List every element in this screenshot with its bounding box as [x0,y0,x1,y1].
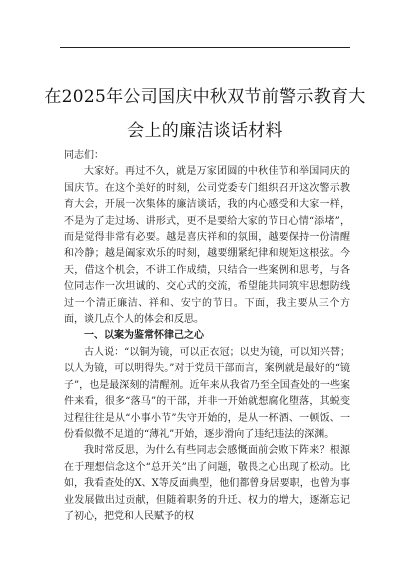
paragraph-section1-1: 古人说：“以铜为镜，可以正衣冠；以史为镜，可以知兴替；以人为镜，可以明得失。”对于党员干部而言，案例就是最好的“镜子”，也是最深刻的清醒剂。近年来从我省乃至全国查处的一些案件来看，很多“落马”的干部，并非一开始就想腐化堕落，其蜕变过程往往是从“小事小节”失守开始的，是从一杯酒、一顿饭、一份看似微不足道的“薄礼”开始，逐步滑向了违纪违法的深渊。 [64,346,350,440]
document-title [40,80,370,148]
title-line-2: 会上的廉洁谈话材料 [127,121,283,141]
paragraph-intro: 大家好。再过不久，就是万家团圆的中秋佳节和举国同庆的国庆节。在这个美好的时刻，公司党委专门组织召开这次警示教育大会，开展一次集体的廉洁谈话，我的内心感受和大家一样，不是为了走过场、讲形式，更不是要给大家的节日心情“添堵”，而是觉得非常有必要。越是喜庆祥和的氛围，越要保持一份清醒和冷静；越是阖家欢乐的时刻，越要绷紧纪律和规矩这根弦。今天，借这个机会，不讲工作成绩，只结合一些案例和思考，与各位同志作一次坦诚的、交心式的交流，希望能共同筑牢思想防线过一个清正廉洁、祥和、安宁的节日。下面，我主要从三个方面，谈几点个人的体会和反思。 [64,166,350,326]
salutation: 同志们： [64,150,104,161]
section-heading-1: 一、以案为鉴常怀律己之心 [84,330,204,342]
paragraph-section1-2: 我时常反思，为什么有些同志会感慨面前会败下阵来？根源在于理想信念这个“总开关”出了问题，敬畏之心出现了松动。比如，我看查处的X、X等反面典型，他们都曾身居要职，也曾为事业发展做出过贡献，但随着职务的升迁、权力的增大，逐渐忘记了初心，把党和人民赋予的权 [64,445,350,522]
document-body [64,148,350,525]
header-divider [60,47,350,48]
title-line-1: 在2025年公司国庆中秋双节前警示教育大 [44,87,366,107]
